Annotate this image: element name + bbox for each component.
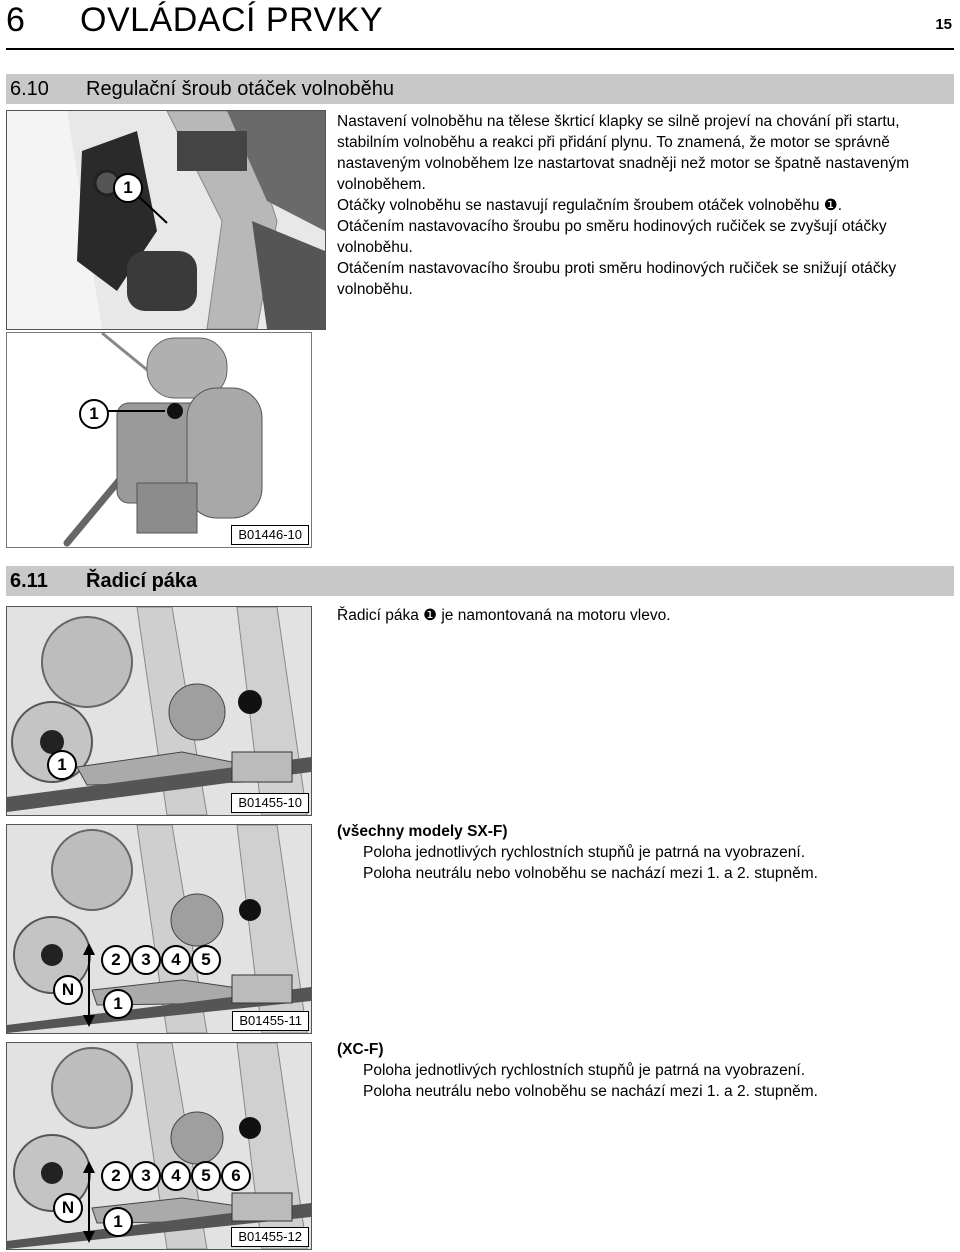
- paragraph: Řadicí páka ❶ je namontovaná na motoru vlevo.: [337, 607, 671, 624]
- gear-callout: 6: [221, 1161, 251, 1191]
- shift-pattern-illustration: [7, 1043, 311, 1249]
- chapter-number: 6: [6, 1, 25, 39]
- section-title: Řadicí páka: [86, 570, 198, 592]
- gear-callout: 5: [191, 945, 221, 975]
- paragraph: Nastavení volnoběhu na tělese škrticí klapky se silně projeví na chování při startu, stabilním volnoběhu a reakci při přidání plynu. To znamená, že motor se správně nastaveným volnoběhem lze nastartovat snadněji než motor se špatně nastaveným volnoběhem.: [337, 113, 910, 193]
- paragraph: Otáčky volnoběhu se nastavují regulačním šroubem otáček volnoběhu ❶.: [337, 197, 843, 214]
- callout-1: 1: [79, 399, 109, 429]
- section-6-10-text: [337, 111, 953, 300]
- gear-callout: 4: [161, 945, 191, 975]
- engine-illustration: [7, 111, 325, 329]
- gear-callout: 1: [103, 1207, 133, 1237]
- section-title: Regulační šroub otáček volnoběhu: [86, 78, 394, 100]
- header-rule: [6, 48, 954, 50]
- figure-caption: B01455-11: [232, 1011, 309, 1031]
- figure-caption: B01455-12: [231, 1227, 309, 1247]
- neutral-callout: N: [53, 1193, 83, 1223]
- gear-callout: 2: [101, 945, 131, 975]
- paragraph: Poloha jednotlivých rychlostních stupňů je patrná na vyobrazení.: [363, 844, 806, 861]
- section-number: 6.10: [10, 78, 49, 100]
- figure-caption: B01446-10: [231, 525, 309, 545]
- paragraph: Poloha neutrálu nebo volnoběhu se nachází mezi 1. a 2. stupněm.: [363, 865, 818, 882]
- page-number: 15: [935, 16, 952, 33]
- engine-shift-lever-illustration: [7, 607, 311, 815]
- neutral-callout: N: [53, 975, 83, 1005]
- chapter-title: OVLÁDACÍ PRVKY: [80, 1, 384, 39]
- block-xcf-text: [337, 1039, 953, 1102]
- section-number: 6.11: [10, 570, 48, 592]
- paragraph: Poloha neutrálu nebo volnoběhu se nachází mezi 1. a 2. stupněm.: [363, 1083, 818, 1100]
- block-heading: (XC-F): [337, 1041, 384, 1058]
- shift-pattern-illustration: [7, 825, 311, 1033]
- section-header-6-10: [6, 74, 954, 104]
- paragraph: Otáčením nastavovacího šroubu proti směru hodinových ručiček se snižují otáčky volnoběhu.: [337, 260, 897, 298]
- paragraph: Otáčením nastavovacího šroubu po směru hodinových ručiček se zvyšují otáčky volnoběhu.: [337, 218, 887, 256]
- gear-callout: 4: [161, 1161, 191, 1191]
- photo-throttle-body-on-bike: [6, 110, 326, 330]
- figure-caption: B01455-10: [231, 793, 309, 813]
- block-heading: (všechny modely SX-F): [337, 823, 508, 840]
- photo-shift-lever: [6, 606, 312, 816]
- gear-callout: 1: [103, 989, 133, 1019]
- paragraph: Poloha jednotlivých rychlostních stupňů je patrná na vyobrazení.: [363, 1062, 806, 1079]
- gear-callout: 5: [191, 1161, 221, 1191]
- gear-callout: 3: [131, 945, 161, 975]
- section-6-11-intro: [337, 605, 953, 626]
- photo-shift-pattern-xcf: [6, 1042, 312, 1250]
- photo-throttle-body-screwdriver: [6, 332, 312, 548]
- callout-1: 1: [47, 750, 77, 780]
- section-header-6-11: [6, 566, 954, 596]
- block-sxf-text: [337, 821, 953, 884]
- callout-1: 1: [113, 173, 143, 203]
- gear-callout: 2: [101, 1161, 131, 1191]
- photo-shift-pattern-sxf: [6, 824, 312, 1034]
- throttle-body-illustration: [7, 333, 311, 547]
- gear-callout: 3: [131, 1161, 161, 1191]
